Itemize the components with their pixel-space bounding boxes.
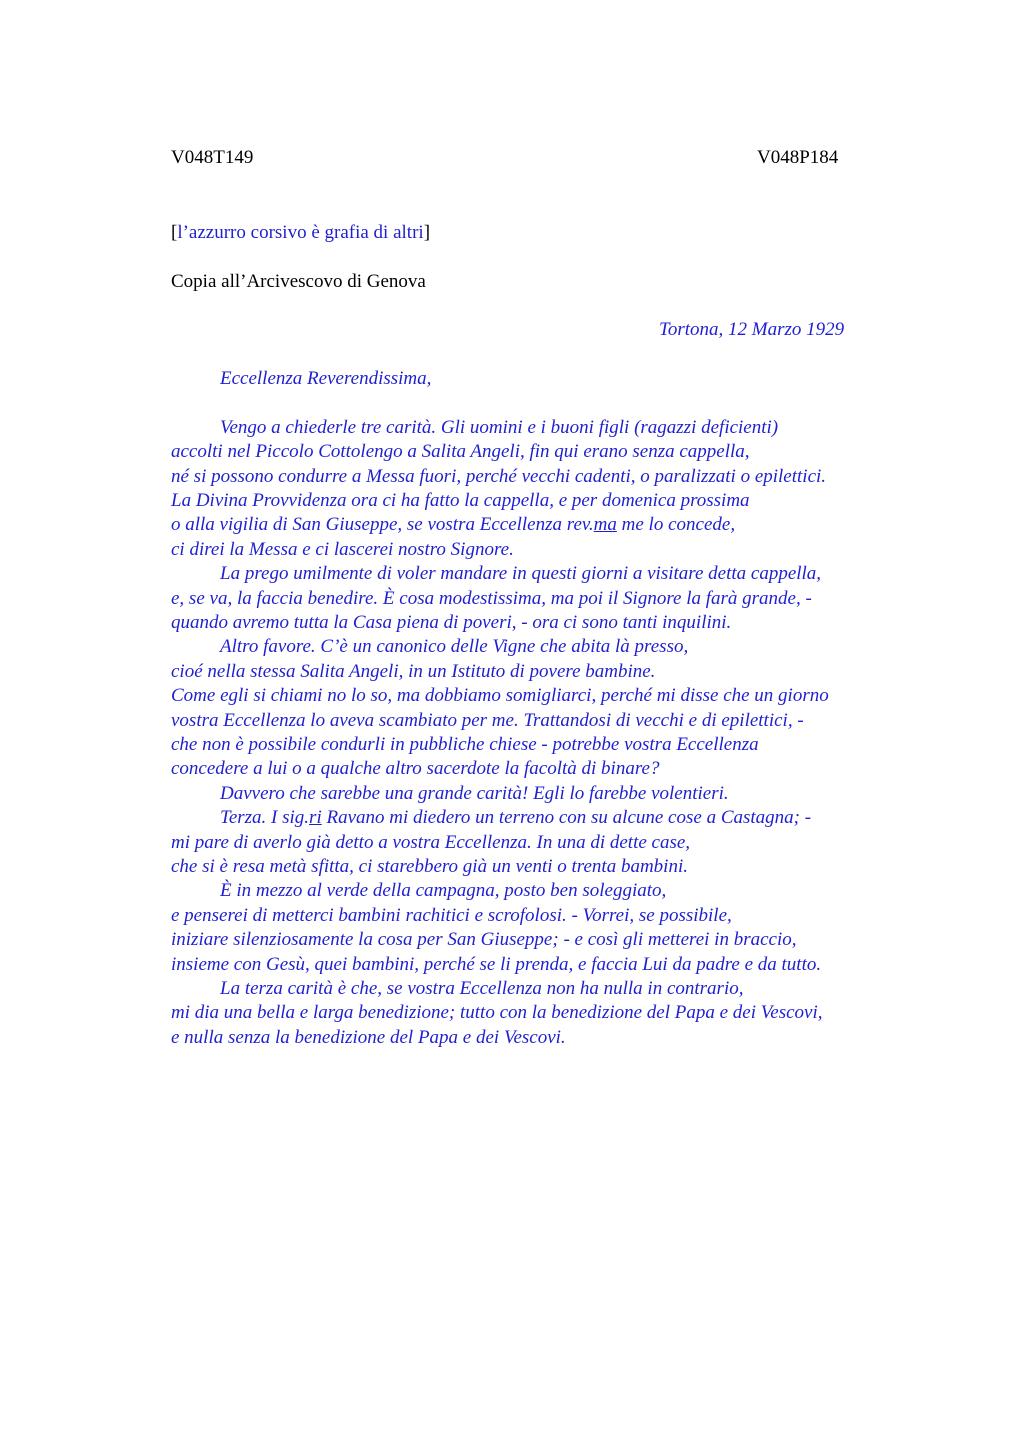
- note-open-bracket: [: [171, 222, 178, 243]
- body-line-part: me lo concede,: [616, 514, 736, 535]
- body-line: concedere a lui o a qualche altro sacerdote la facoltà di binare?: [171, 758, 660, 779]
- body-line: iniziare silenziosamente la cosa per San Giuseppe; - e così gli metterei in braccio,: [171, 929, 797, 950]
- body-line: insieme con Gesù, quei bambini, perché se li prenda, e faccia Lui da padre e da tutto.: [171, 954, 822, 975]
- abbreviation-superscript: ri: [309, 807, 322, 828]
- note-close-bracket: ]: [423, 222, 431, 243]
- body-line: quando avremo tutta la Casa piena di poveri, - ora ci sono tanti inquilini.: [171, 612, 732, 633]
- body-line: mi dia una bella e larga benedizione; tutto con la benedizione del Papa e dei Vescovi,: [171, 1002, 823, 1023]
- body-line: accolti nel Piccolo Cottolengo a Salita Angeli, fin qui erano senza cappella,: [171, 441, 750, 462]
- abbreviation-superscript: ma: [593, 514, 617, 535]
- body-line: Davvero che sarebbe una grande carità! Egli lo farebbe volentieri.: [220, 783, 729, 804]
- body-line: È in mezzo al verde della campagna, posto ben soleggiato,: [220, 880, 667, 901]
- copy-recipient-line: Copia all’Arcivescovo di Genova: [171, 271, 426, 292]
- body-line: Altro favore. C’è un canonico delle Vigne che abita là presso,: [220, 636, 689, 657]
- body-line: e nulla senza la benedizione del Papa e dei Vescovi.: [171, 1027, 566, 1048]
- body-line-part: Ravano mi diedero un terreno con su alcune cose a Castagna; -: [321, 807, 812, 828]
- body-line: La terza carità è che, se vostra Eccellenza non ha nulla in contrario,: [220, 978, 744, 999]
- body-line: [171, 514, 735, 536]
- body-line-part: Terza. I sig.: [220, 807, 310, 828]
- body-line: Vengo a chiederle tre carità. Gli uomini e i buoni figli (ragazzi deficienti): [220, 417, 779, 438]
- body-line: né si possono condurre a Messa fuori, perché vecchi cadenti, o paralizzati o epilettici.: [171, 466, 827, 487]
- body-line: che non è possibile condurli in pubbliche chiese - potrebbe vostra Eccellenza: [171, 734, 759, 755]
- document-code-left: V048T149: [171, 147, 254, 168]
- body-line: ci direi la Messa e ci lascerei nostro Signore.: [171, 539, 514, 560]
- note-text: l’azzurro corsivo è grafia di altri: [177, 222, 424, 243]
- body-line: cioé nella stessa Salita Angeli, in un Istituto di povere bambine.: [171, 661, 656, 682]
- body-line: vostra Eccellenza lo aveva scambiato per me. Trattandosi di vecchi e di epilettici, -: [171, 710, 804, 731]
- body-line-part: o alla vigilia di San Giuseppe, se vostra Eccellenza rev.: [171, 514, 594, 535]
- body-line: e, se va, la faccia benedire. È cosa modestissima, ma poi il Signore la farà grande, -: [171, 588, 812, 609]
- body-line: mi pare di averlo già detto a vostra Eccellenza. In una di dette case,: [171, 832, 691, 853]
- body-line: La Divina Provvidenza ora ci ha fatto la cappella, e per domenica prossima: [171, 490, 750, 511]
- body-line: Come egli si chiami no lo so, ma dobbiamo somigliarci, perché mi disse che un giorno: [171, 685, 829, 706]
- body-line: La prego umilmente di voler mandare in questi giorni a visitare detta cappella,: [220, 563, 822, 584]
- body-line: che si è resa metà sfitta, ci starebbero già un venti o trenta bambini.: [171, 856, 688, 877]
- letter-date: Tortona, 12 Marzo 1929: [659, 319, 845, 340]
- letter-salutation: Eccellenza Reverendissima,: [220, 368, 432, 389]
- editorial-note: [171, 222, 430, 244]
- body-line: e penserei di metterci bambini rachitici e scrofolosi. - Vorrei, se possibile,: [171, 905, 732, 926]
- document-code-right: V048P184: [757, 147, 839, 168]
- body-line: [220, 807, 811, 829]
